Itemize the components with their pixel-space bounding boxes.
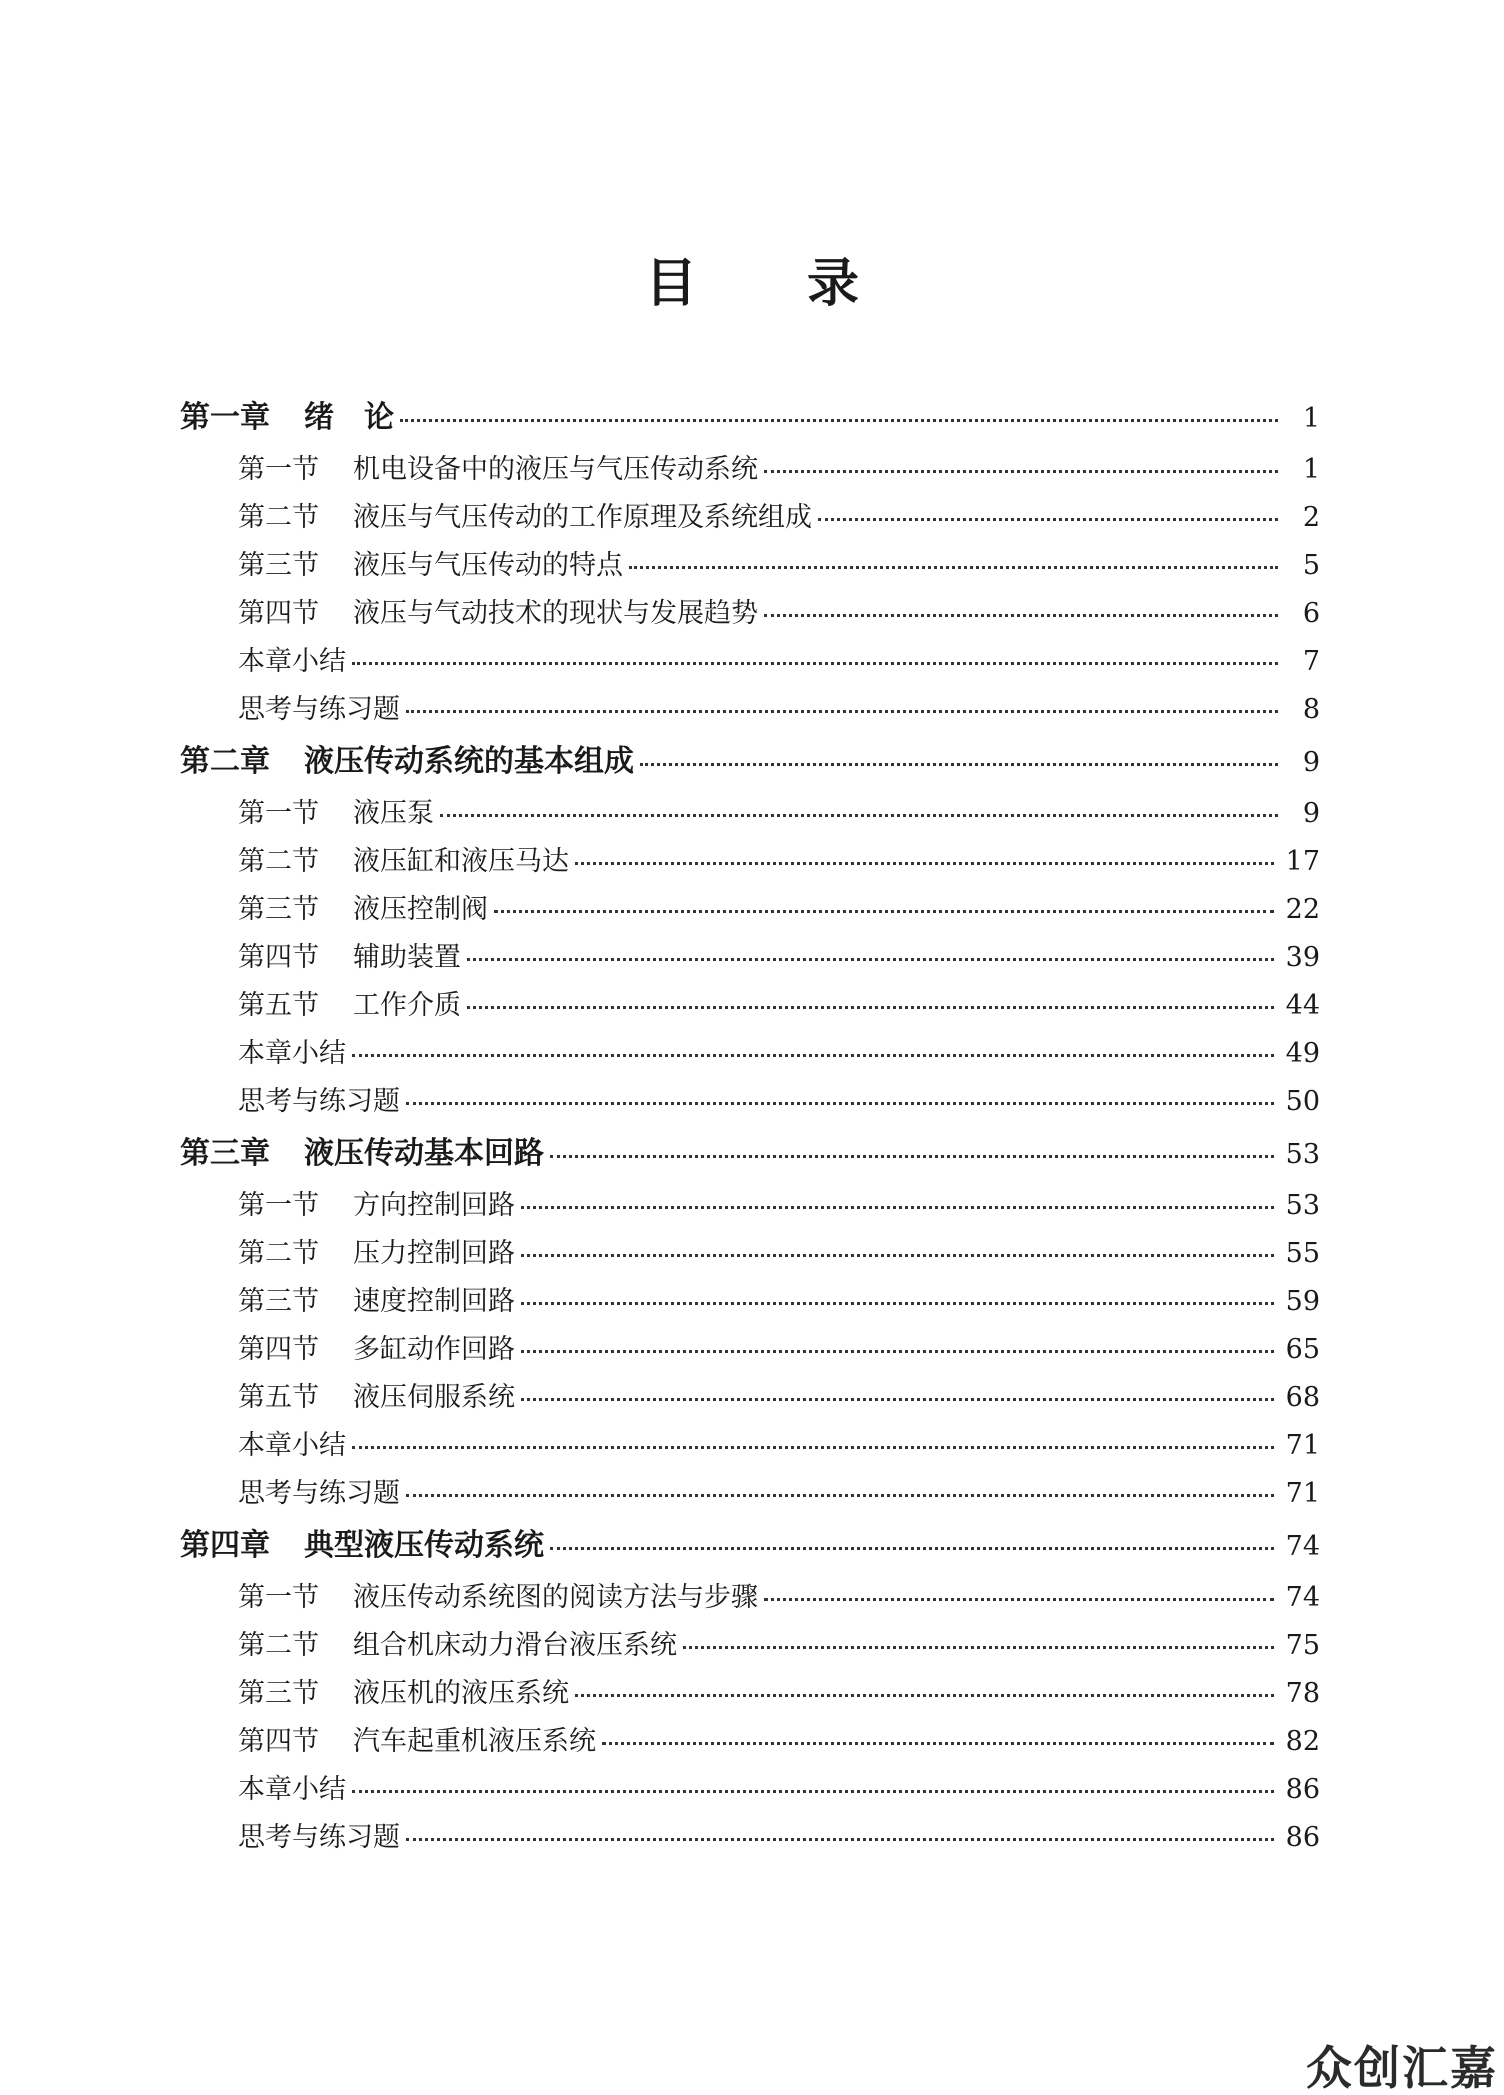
toc-chapter-row[interactable] <box>180 1518 1320 1574</box>
section-page-number: 53 <box>1285 1190 1320 1221</box>
section-number: 第五节 <box>238 990 319 1021</box>
section-page-number: 22 <box>1285 894 1320 925</box>
dot-leader <box>352 1035 1274 1062</box>
dot-leader <box>467 987 1274 1014</box>
section-title: 汽车起重机液压系统 <box>353 1726 596 1757</box>
section-number: 第四节 <box>238 1334 319 1365</box>
section-number: 第四节 <box>238 598 319 629</box>
section-label <box>238 1374 515 1422</box>
section-page-number: 5 <box>1302 550 1320 581</box>
dot-leader <box>764 1579 1274 1606</box>
toc-section-row[interactable] <box>180 790 1320 838</box>
section-page-number: 68 <box>1285 1382 1320 1413</box>
section-page-number: 44 <box>1285 990 1320 1021</box>
toc-section-row[interactable] <box>180 1078 1320 1126</box>
chapter-label <box>180 1518 544 1574</box>
chapter-title: 液压传动系统的基本组成 <box>304 744 634 779</box>
chapter-page-number: 9 <box>1302 747 1320 778</box>
dot-leader <box>352 1771 1274 1798</box>
dot-leader <box>440 795 1278 822</box>
dot-leader <box>400 397 1278 427</box>
toc-section-row[interactable] <box>180 1574 1320 1622</box>
dot-leader <box>575 1675 1274 1702</box>
toc-section-row[interactable] <box>180 838 1320 886</box>
section-label <box>238 638 346 686</box>
watermark-logo: 众创汇嘉 <box>1306 2041 1498 2095</box>
section-label <box>238 1470 400 1518</box>
toc-section-row[interactable] <box>180 1814 1320 1862</box>
section-title: 液压控制阀 <box>353 894 488 925</box>
chapter-number: 第四章 <box>180 1528 270 1563</box>
toc-section-row[interactable] <box>180 1278 1320 1326</box>
dot-leader <box>629 547 1278 574</box>
dot-leader <box>352 643 1278 670</box>
section-number: 第三节 <box>238 1286 319 1317</box>
dot-leader <box>494 891 1274 918</box>
section-title: 本章小结 <box>238 1038 346 1069</box>
section-title: 液压机的液压系统 <box>353 1678 569 1709</box>
dot-leader <box>683 1627 1274 1654</box>
section-number: 第一节 <box>238 1190 319 1221</box>
section-label <box>238 1718 596 1766</box>
chapter-page-number: 74 <box>1285 1531 1320 1562</box>
section-number: 第一节 <box>238 798 319 829</box>
section-page-number: 49 <box>1285 1038 1320 1069</box>
dot-leader <box>352 1427 1274 1454</box>
chapter-label <box>180 734 634 790</box>
section-page-number: 39 <box>1285 942 1320 973</box>
section-number: 第三节 <box>238 894 319 925</box>
section-label <box>238 1814 400 1862</box>
toc-section-row[interactable] <box>180 1326 1320 1374</box>
section-page-number: 7 <box>1302 646 1320 677</box>
section-title: 组合机床动力滑台液压系统 <box>353 1630 677 1661</box>
section-label <box>238 1078 400 1126</box>
section-title: 多缸动作回路 <box>353 1334 515 1365</box>
toc-section-row[interactable] <box>180 1766 1320 1814</box>
toc-section-row[interactable] <box>180 686 1320 734</box>
toc-section-row[interactable] <box>180 1030 1320 1078</box>
section-label <box>238 982 461 1030</box>
chapter-label <box>180 390 394 446</box>
section-label <box>238 1574 758 1622</box>
section-label <box>238 1622 677 1670</box>
section-label <box>238 1422 346 1470</box>
section-title: 速度控制回路 <box>353 1286 515 1317</box>
section-title: 本章小结 <box>238 1774 346 1805</box>
section-title: 压力控制回路 <box>353 1238 515 1269</box>
section-title: 方向控制回路 <box>353 1190 515 1221</box>
dot-leader <box>550 1525 1274 1555</box>
section-label <box>238 1326 515 1374</box>
section-number: 第四节 <box>238 1726 319 1757</box>
section-title: 机电设备中的液压与气压传动系统 <box>353 454 758 485</box>
toc-section-row[interactable] <box>180 1622 1320 1670</box>
section-title: 辅助装置 <box>353 942 461 973</box>
section-title: 思考与练习题 <box>238 694 400 725</box>
section-page-number: 65 <box>1285 1334 1320 1365</box>
dot-leader <box>764 595 1278 622</box>
chapter-page-number: 53 <box>1285 1139 1320 1170</box>
section-page-number: 9 <box>1302 798 1320 829</box>
toc-section-row[interactable] <box>180 1422 1320 1470</box>
section-number: 第一节 <box>238 1582 319 1613</box>
toc-section-row[interactable] <box>180 590 1320 638</box>
section-page-number: 86 <box>1285 1822 1320 1853</box>
chapter-title: 典型液压传动系统 <box>304 1528 544 1563</box>
section-label <box>238 886 488 934</box>
section-label <box>238 790 434 838</box>
section-number: 第二节 <box>238 1238 319 1269</box>
section-title: 思考与练习题 <box>238 1478 400 1509</box>
section-title: 液压伺服系统 <box>353 1382 515 1413</box>
section-page-number: 17 <box>1285 846 1320 877</box>
toc-section-row[interactable] <box>180 982 1320 1030</box>
toc-section-row[interactable] <box>180 886 1320 934</box>
dot-leader <box>764 451 1278 478</box>
dot-leader <box>406 1819 1274 1846</box>
section-label <box>238 1230 515 1278</box>
dot-leader <box>550 1133 1274 1163</box>
section-page-number: 55 <box>1285 1238 1320 1269</box>
dot-leader <box>575 843 1274 870</box>
toc-section-row[interactable] <box>180 446 1320 494</box>
dot-leader <box>602 1723 1274 1750</box>
section-title: 液压与气动技术的现状与发展趋势 <box>353 598 758 629</box>
section-page-number: 78 <box>1285 1678 1320 1709</box>
toc-section-row[interactable] <box>180 1670 1320 1718</box>
toc-section-row[interactable] <box>180 542 1320 590</box>
section-label <box>238 1278 515 1326</box>
section-page-number: 71 <box>1285 1430 1320 1461</box>
section-label <box>238 494 812 542</box>
section-label <box>238 1766 346 1814</box>
section-label <box>238 590 758 638</box>
toc-chapter-row[interactable] <box>180 734 1320 790</box>
chapter-number: 第二章 <box>180 744 270 779</box>
dot-leader <box>467 939 1274 966</box>
toc-section-row[interactable] <box>180 1182 1320 1230</box>
section-number: 第二节 <box>238 1630 319 1661</box>
chapter-label <box>180 1126 544 1182</box>
section-page-number: 59 <box>1285 1286 1320 1317</box>
section-page-number: 71 <box>1285 1478 1320 1509</box>
section-page-number: 8 <box>1302 694 1320 725</box>
section-number: 第四节 <box>238 942 319 973</box>
section-number: 第一节 <box>238 454 319 485</box>
page-title: 目录 <box>644 254 969 314</box>
toc-section-row[interactable] <box>180 1470 1320 1518</box>
chapter-title: 绪 论 <box>304 400 394 435</box>
section-title: 工作介质 <box>353 990 461 1021</box>
section-number: 第二节 <box>238 502 319 533</box>
dot-leader <box>818 499 1278 526</box>
section-label <box>238 934 461 982</box>
section-page-number: 1 <box>1302 454 1320 485</box>
section-page-number: 86 <box>1285 1774 1320 1805</box>
dot-leader <box>521 1379 1274 1406</box>
chapter-number: 第三章 <box>180 1136 270 1171</box>
section-label <box>238 1030 346 1078</box>
section-title: 液压缸和液压马达 <box>353 846 569 877</box>
dot-leader <box>521 1283 1274 1310</box>
section-label <box>238 1182 515 1230</box>
section-title: 本章小结 <box>238 1430 346 1461</box>
section-title: 本章小结 <box>238 646 346 677</box>
toc-section-row[interactable] <box>180 494 1320 542</box>
section-page-number: 50 <box>1285 1086 1320 1117</box>
section-label <box>238 686 400 734</box>
table-of-contents <box>180 390 1320 1862</box>
dot-leader <box>521 1331 1274 1358</box>
section-label <box>238 1670 569 1718</box>
toc-chapter-row[interactable] <box>180 390 1320 446</box>
toc-chapter-row[interactable] <box>180 1126 1320 1182</box>
section-label <box>238 838 569 886</box>
dot-leader <box>406 1083 1274 1110</box>
section-title: 液压与气压传动的工作原理及系统组成 <box>353 502 812 533</box>
chapter-number: 第一章 <box>180 400 270 435</box>
section-number: 第三节 <box>238 1678 319 1709</box>
section-page-number: 74 <box>1285 1582 1320 1613</box>
chapter-page-number: 1 <box>1302 403 1320 434</box>
section-title: 思考与练习题 <box>238 1822 400 1853</box>
toc-section-row[interactable] <box>180 1718 1320 1766</box>
section-number: 第三节 <box>238 550 319 581</box>
chapter-title: 液压传动基本回路 <box>304 1136 544 1171</box>
toc-section-row[interactable] <box>180 1230 1320 1278</box>
dot-leader <box>521 1187 1274 1214</box>
dot-leader <box>640 741 1278 771</box>
section-label <box>238 446 758 494</box>
section-title: 液压与气压传动的特点 <box>353 550 623 581</box>
section-page-number: 2 <box>1302 502 1320 533</box>
toc-section-row[interactable] <box>180 934 1320 982</box>
section-number: 第二节 <box>238 846 319 877</box>
toc-section-row[interactable] <box>180 1374 1320 1422</box>
section-page-number: 75 <box>1285 1630 1320 1661</box>
dot-leader <box>406 691 1278 718</box>
section-page-number: 6 <box>1302 598 1320 629</box>
toc-section-row[interactable] <box>180 638 1320 686</box>
section-number: 第五节 <box>238 1382 319 1413</box>
dot-leader <box>521 1235 1274 1262</box>
section-title: 液压泵 <box>353 798 434 829</box>
section-title: 液压传动系统图的阅读方法与步骤 <box>353 1582 758 1613</box>
section-title: 思考与练习题 <box>238 1086 400 1117</box>
dot-leader <box>406 1475 1274 1502</box>
section-label <box>238 542 623 590</box>
section-page-number: 82 <box>1285 1726 1320 1757</box>
